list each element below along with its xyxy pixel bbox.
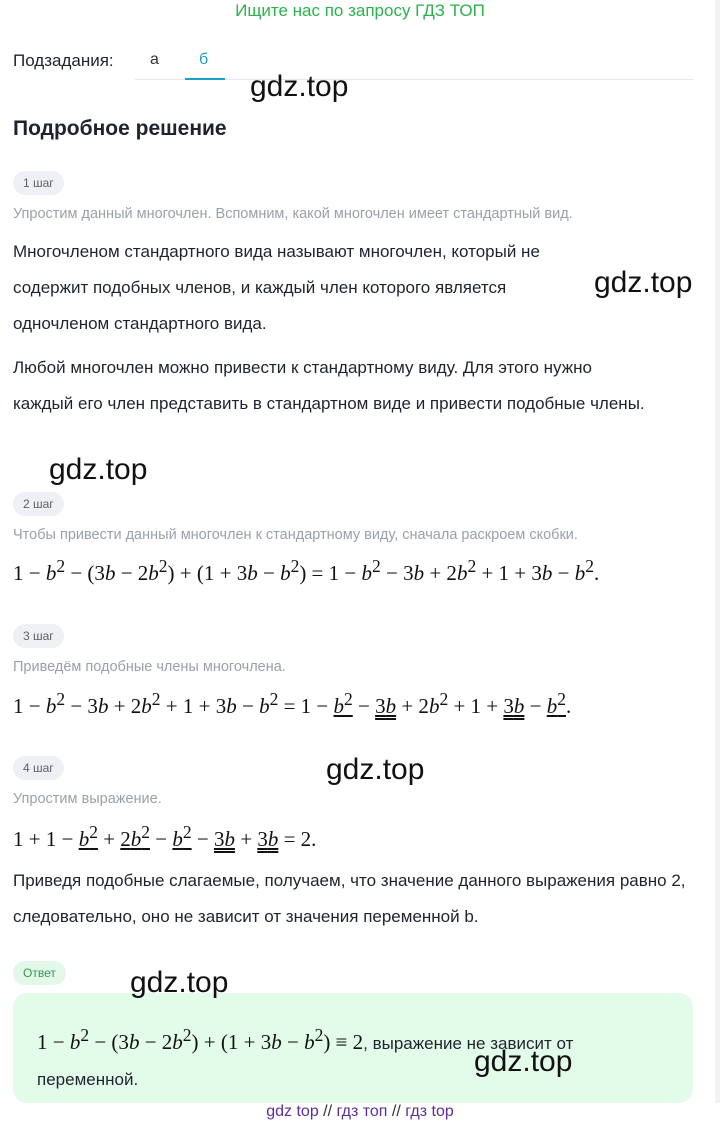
answer-text	[37, 1017, 677, 1098]
footer-links	[0, 1103, 720, 1129]
step-3-formula: $1 - b^2 - 3b + 2b^2 + 1 + 3b - b^2 = 1 - b^2 - 3b + 2b^2 + 1 + 3b - b^2$.	[13, 689, 572, 718]
answer-suffix: , выражение не зависит от переменной.	[37, 1034, 574, 1089]
step-4-formula: $1 + 1 - b^2 + 2b^2 - b^2 - 3b + 3b = 2$.	[13, 822, 317, 851]
step-3-badge: 3 шаг	[13, 624, 64, 648]
search-banner: Ищите нас по запросу ГДЗ ТОП	[235, 1, 485, 20]
answer-badge: Ответ	[13, 961, 66, 985]
answer-formula: $1 - b^2 - (3b - 2b^2) + (1 + 3b - b^2) \equiv 2$	[37, 1025, 364, 1054]
watermark: gdz.top	[250, 70, 349, 103]
tab-subtask-a[interactable]: а	[150, 51, 159, 68]
section-title: Подробное решение	[13, 117, 227, 140]
subtasks-label: Подзадания:	[13, 51, 114, 70]
watermark: gdz.top	[326, 753, 425, 786]
footer-link-3[interactable]: гдз top	[405, 1103, 454, 1120]
footer-separator: //	[323, 1103, 333, 1120]
scrollbar[interactable]	[715, 0, 720, 1129]
step-2-badge: 2 шаг	[13, 492, 64, 516]
step-4-conclusion: Приведя подобные слагаемые, получаем, что значение данного выражения равно 2, следовательно, оно не зависит от значения переменной b.	[13, 871, 686, 926]
step-1-hint: Упростим данный многочлен. Вспомним, какой многочлен имеет стандартный вид.	[13, 206, 573, 222]
step-4-badge: 4 шаг	[13, 756, 64, 780]
footer-link-1[interactable]: gdz top	[266, 1103, 319, 1120]
step-1-badge: 1 шаг	[13, 171, 64, 195]
step-2-hint: Чтобы привести данный многочлен к стандартному виду, сначала раскроем скобки.	[13, 527, 578, 543]
step-2-formula: $1 - b^2 - (3b - 2b^2) + (1 + 3b - b^2) = 1 - b^2 - 3b + 2b^2 + 1 + 3b - b^2$.	[13, 556, 600, 585]
step-1-paragraph-2: Любой многочлен можно привести к стандартному виду. Для этого нужно каждый его член представить в стандартном виде и привести подобные члены.	[13, 358, 645, 413]
tab-subtask-b[interactable]: б	[199, 51, 209, 68]
watermark: gdz.top	[49, 453, 148, 486]
step-4-hint: Упростим выражение.	[13, 791, 162, 807]
watermark: gdz.top	[474, 1045, 573, 1078]
watermark: gdz.top	[130, 966, 229, 999]
active-tab-indicator	[185, 78, 225, 80]
step-3-hint: Приведём подобные члены многочлена.	[13, 659, 286, 675]
step-1-paragraph-1: Многочленом стандартного вида называют многочлен, который не содержит подобных членов, и каждый член которого является одночленом стандартного вида.	[13, 242, 540, 333]
watermark: gdz.top	[594, 266, 693, 299]
footer-link-2[interactable]: гдз топ	[336, 1103, 388, 1120]
footer-separator: //	[391, 1103, 401, 1120]
